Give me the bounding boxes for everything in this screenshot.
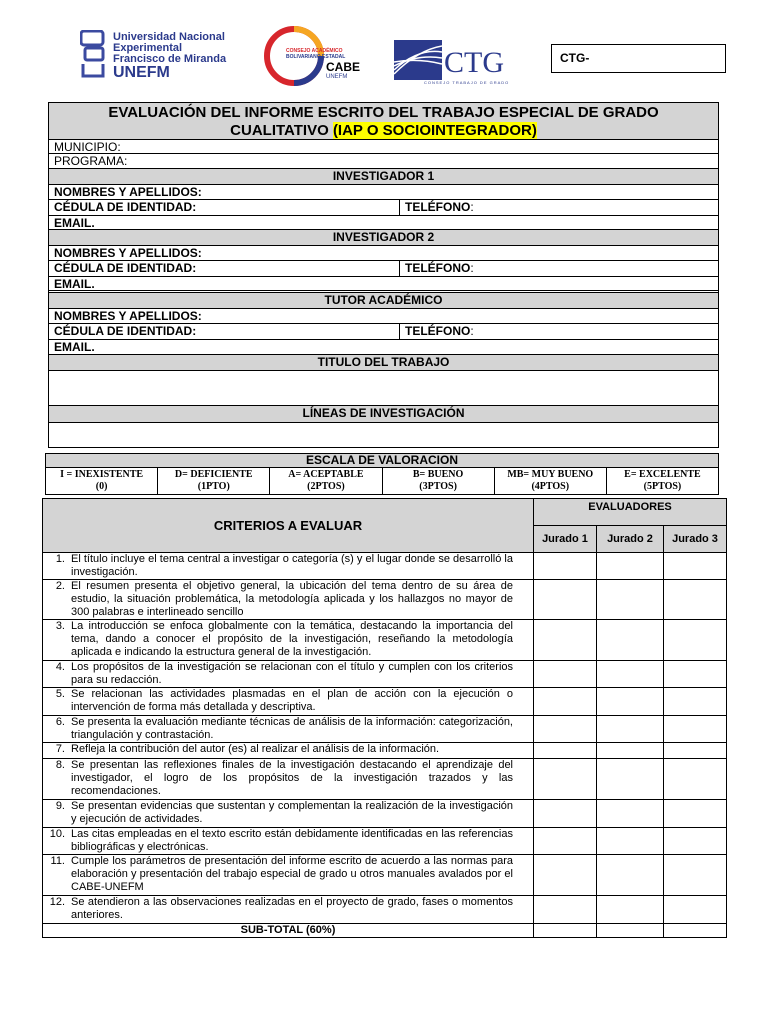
inv2-telefono-colon: :	[470, 261, 474, 275]
criteria-text: El título incluye el tema central a investigar o categoría (s) y el lugar donde se desarrolló la investigación.	[71, 553, 513, 578]
municipio-field[interactable]	[49, 140, 718, 154]
jurado3-score-cell[interactable]	[664, 553, 727, 580]
jurado2-score-cell[interactable]	[597, 800, 664, 828]
criteria-text-cell	[43, 828, 534, 855]
criteria-row	[43, 800, 727, 828]
evaluadores-header: EVALUADORES	[534, 499, 727, 526]
document-title	[49, 103, 718, 140]
criteria-number: 4.	[55, 661, 65, 673]
jurado3-score-cell[interactable]	[664, 759, 727, 800]
jurado3-score-cell[interactable]	[664, 743, 727, 759]
criteria-row	[43, 688, 727, 716]
ctg-code-field[interactable]	[551, 44, 726, 73]
investigador2-header: INVESTIGADOR 2	[49, 230, 718, 246]
tutor-header: TUTOR ACADÉMICO	[49, 292, 718, 309]
cabe-sub: UNEFM	[326, 74, 348, 80]
lineas-field[interactable]	[49, 423, 718, 447]
inv2-nombres-label: NOMBRES Y APELLIDOS:	[54, 246, 202, 260]
title-line2	[49, 122, 718, 140]
jurado2-header: Jurado 2	[597, 526, 664, 553]
scale-item-label: D= DEFICIENTE	[174, 469, 253, 480]
jurado3-score-cell[interactable]	[664, 688, 727, 716]
subtotal-jurado2[interactable]	[597, 924, 664, 938]
criteria-text-cell	[43, 661, 534, 688]
criteria-text-cell	[43, 688, 534, 716]
scale-item-points: (4PTOS)	[531, 481, 570, 492]
tutor-telefono-label: TELÉFONO	[405, 324, 471, 338]
inv1-email-field[interactable]	[49, 216, 718, 230]
criteria-row	[43, 620, 727, 661]
jurado1-score-cell[interactable]	[534, 855, 597, 896]
tutor-cedula-field[interactable]	[49, 324, 718, 340]
info-form	[48, 102, 719, 448]
criteria-row	[43, 896, 727, 924]
university-acronym: UNEFM	[113, 64, 170, 81]
criteria-number: 1.	[55, 553, 65, 565]
jurado1-header: Jurado 1	[534, 526, 597, 553]
jurado1-score-cell[interactable]	[534, 828, 597, 855]
criteria-text: Los propósitos de la investigación se relacionan con el título y cumplen con los criterios para su redacción.	[71, 661, 513, 686]
criteria-table	[42, 498, 727, 938]
jurado2-score-cell[interactable]	[597, 580, 664, 620]
criteria-number: 10.	[49, 828, 65, 840]
cabe-logo	[264, 26, 380, 88]
criteria-text: Se presentan las reflexiones finales de la investigación destacando el aprendizaje del investigador, el logro de los propósitos de la investigación trazados y las recomendaciones.	[71, 759, 513, 797]
scale-item-label: A= ACEPTABLE	[288, 469, 364, 480]
subtotal-row	[43, 924, 727, 938]
criteria-text-cell	[43, 553, 534, 580]
inv1-nombres-field[interactable]	[49, 185, 718, 200]
unefm-logo	[80, 30, 240, 82]
jurado2-score-cell[interactable]	[597, 743, 664, 759]
jurado3-score-cell[interactable]	[664, 896, 727, 924]
criteria-number: 2.	[55, 580, 65, 592]
criteria-text-cell	[43, 855, 534, 896]
tutor-nombres-label: NOMBRES Y APELLIDOS:	[54, 309, 202, 323]
tutor-nombres-field[interactable]	[49, 309, 718, 324]
jurado2-score-cell[interactable]	[597, 661, 664, 688]
jurado1-score-cell[interactable]	[534, 661, 597, 688]
investigador1-header: INVESTIGADOR 1	[49, 169, 718, 185]
criteria-row	[43, 580, 727, 620]
jurado1-score-cell[interactable]	[534, 896, 597, 924]
criteria-text: El resumen presenta el objetivo general, la ubicación del tema dentro de su área de estudio, la situación problemática, la metodología aplicada y los hallazgos no mayor de 300 palabras e interlineado sencillo	[71, 580, 513, 618]
scale-item	[270, 468, 382, 494]
municipio-label: MUNICIPIO:	[54, 140, 121, 154]
jurado2-score-cell[interactable]	[597, 553, 664, 580]
criteria-text: Se atendieron a las observaciones realizadas en el proyecto de grado, fases o momentos anteriores.	[71, 896, 513, 921]
inv1-email-label: EMAIL.	[54, 216, 95, 230]
scale-item-points: (2PTOS)	[307, 481, 345, 492]
ctg-logo-sub: CONSEJO TRABAJO DE GRADO	[424, 80, 510, 85]
scale-item-points: (0)	[95, 481, 108, 492]
criteria-number: 5.	[55, 688, 65, 700]
rating-scale	[45, 453, 719, 495]
jurado1-score-cell[interactable]	[534, 553, 597, 580]
jurado1-score-cell[interactable]	[534, 620, 597, 661]
jurado3-score-cell[interactable]	[664, 580, 727, 620]
jurado2-score-cell[interactable]	[597, 759, 664, 800]
criteria-row	[43, 716, 727, 743]
scale-item-label: I = INEXISTENTE	[60, 469, 144, 480]
subtotal-jurado1[interactable]	[534, 924, 597, 938]
jurado1-score-cell[interactable]	[534, 580, 597, 620]
scale-item-label: E= EXCELENTE	[624, 469, 701, 480]
inv1-telefono-field[interactable]	[399, 200, 474, 215]
criteria-row	[43, 855, 727, 896]
titulo-header: TITULO DEL TRABAJO	[49, 355, 718, 371]
criteria-row	[43, 743, 727, 759]
university-name-line1: Universidad Nacional	[113, 31, 225, 43]
inv1-telefono-colon: :	[470, 200, 474, 214]
scale-item	[495, 468, 607, 494]
inv1-nombres-label: NOMBRES Y APELLIDOS:	[54, 185, 202, 199]
criteria-text: Se presentan evidencias que sustentan y complementan la realización de la investigación y ejecución de actividades.	[71, 800, 513, 825]
criteria-text-cell	[43, 743, 534, 759]
criteria-row	[43, 553, 727, 580]
jurado3-score-cell[interactable]	[664, 661, 727, 688]
jurado3-score-cell[interactable]	[664, 828, 727, 855]
criteria-text-cell	[43, 800, 534, 828]
jurado3-score-cell[interactable]	[664, 716, 727, 743]
criteria-text: La introducción se enfoca globalmente con la temática, destacando la importancia del tema, dando a conocer el propósito de la investigación, reseñando la metodología aplicada e indicando la estructura general de la investigación.	[71, 620, 513, 658]
inv1-telefono-label: TELÉFONO	[405, 200, 471, 214]
ctg-emblem-icon	[394, 40, 442, 84]
criteria-number: 6.	[55, 716, 65, 728]
tutor-email-label: EMAIL.	[54, 340, 95, 354]
jurado3-score-cell[interactable]	[664, 620, 727, 661]
scale-item	[383, 468, 495, 494]
scale-item	[607, 468, 718, 494]
criteria-text: Se relacionan las actividades plasmadas en el plan de acción con la ejecución o intervención de forma más detallada y descriptiva.	[71, 688, 513, 713]
jurado2-score-cell[interactable]	[597, 855, 664, 896]
scale-cells	[46, 468, 718, 494]
subtotal-jurado3[interactable]	[664, 924, 727, 938]
inv2-cedula-label: CÉDULA DE IDENTIDAD:	[54, 261, 197, 275]
university-name-line2: Experimental	[113, 42, 183, 54]
subtotal-label: SUB-TOTAL (60%)	[43, 924, 534, 938]
scale-title: ESCALA DE VALORACION	[46, 454, 718, 468]
jurado1-score-cell[interactable]	[534, 743, 597, 759]
criteria-text: Refleja la contribución del autor (es) al realizar el análisis de la información.	[71, 743, 440, 755]
inv2-telefono-label: TELÉFONO	[405, 261, 471, 275]
criteria-text: Las citas empleadas en el texto escrito están debidamente identificadas en las referencias bibliográficas y electrónicas.	[71, 828, 513, 853]
title-highlight: (IAP O SOCIOINTEGRADOR)	[332, 122, 537, 139]
inv1-cedula-label: CÉDULA DE IDENTIDAD:	[54, 200, 197, 214]
criteria-number: 12.	[49, 896, 65, 908]
criteria-number: 7.	[55, 743, 65, 755]
criteria-number: 11.	[50, 855, 65, 867]
university-name-line3: Francisco de Miranda	[113, 53, 227, 65]
criteria-row	[43, 661, 727, 688]
jurado3-header: Jurado 3	[664, 526, 727, 553]
criteria-row	[43, 828, 727, 855]
programa-field[interactable]	[49, 154, 718, 169]
criteria-number: 9.	[55, 800, 65, 812]
criteria-header: CRITERIOS A EVALUAR	[43, 499, 534, 553]
jurado1-score-cell[interactable]	[534, 716, 597, 743]
criteria-text-cell	[43, 620, 534, 661]
inv2-cedula-field[interactable]	[49, 261, 718, 277]
inv2-email-label: EMAIL.	[54, 277, 95, 291]
tutor-cedula-label: CÉDULA DE IDENTIDAD:	[54, 324, 197, 338]
title-line2-prefix: CUALITATIVO	[230, 122, 333, 139]
jurado2-score-cell[interactable]	[597, 620, 664, 661]
scale-item	[158, 468, 270, 494]
programa-label: PROGRAMA:	[54, 154, 128, 168]
scale-item-points: (1PTO)	[197, 481, 230, 492]
jurado2-score-cell[interactable]	[597, 896, 664, 924]
jurado3-score-cell[interactable]	[664, 855, 727, 896]
scale-item-label: MB= MUY BUENO	[507, 469, 594, 480]
ctg-code-label: CTG-	[560, 51, 590, 65]
jurado1-score-cell[interactable]	[534, 800, 597, 828]
criteria-text-cell	[43, 716, 534, 743]
criteria-number: 3.	[55, 620, 65, 632]
jurado3-score-cell[interactable]	[664, 800, 727, 828]
scale-item-label: B= BUENO	[412, 469, 464, 480]
criteria-text: Cumple los parámetros de presentación del informe escrito de acuerdo a las normas para elaboración y presentación del trabajo especial de grado u otros manuales avalados por el CABE-UNEFM	[71, 855, 513, 893]
jurado2-score-cell[interactable]	[597, 688, 664, 716]
jurado1-score-cell[interactable]	[534, 688, 597, 716]
inv2-nombres-field[interactable]	[49, 246, 718, 261]
inv1-cedula-field[interactable]	[49, 200, 718, 216]
unefm-emblem-icon	[80, 30, 106, 80]
scale-item	[46, 468, 158, 494]
inv2-telefono-field[interactable]	[399, 261, 474, 276]
tutor-telefono-colon: :	[470, 324, 474, 338]
cabe-name: CABE	[326, 60, 361, 74]
criteria-text-cell	[43, 896, 534, 924]
criteria-text: Se presenta la evaluación mediante técnicas de análisis de la información: categorización, triangulación y contrastación.	[71, 716, 513, 741]
jurado1-score-cell[interactable]	[534, 759, 597, 800]
criteria-text-cell	[43, 580, 534, 620]
cabe-line1: CONSEJO ACADÉMICO	[286, 48, 343, 54]
jurado2-score-cell[interactable]	[597, 828, 664, 855]
tutor-telefono-field[interactable]	[399, 324, 474, 339]
lineas-header: LÍNEAS DE INVESTIGACIÓN	[49, 406, 718, 423]
scale-item-points: (3PTOS)	[419, 481, 457, 492]
cabe-line2: BOLIVARIANO ESTADAL	[286, 54, 346, 60]
scale-item-points: (5PTOS)	[643, 481, 682, 492]
title-line1: EVALUACIÓN DEL INFORME ESCRITO DEL TRABAJO ESPECIAL DE GRADO	[108, 104, 659, 121]
criteria-number: 8.	[55, 759, 65, 771]
ctg-logo-name: CTG	[444, 46, 504, 79]
inv2-email-field[interactable]	[49, 277, 718, 291]
titulo-field[interactable]	[49, 371, 718, 406]
criteria-row	[43, 759, 727, 800]
jurado2-score-cell[interactable]	[597, 716, 664, 743]
ctg-logo	[394, 40, 514, 88]
criteria-text-cell	[43, 759, 534, 800]
tutor-email-field[interactable]	[49, 340, 718, 355]
